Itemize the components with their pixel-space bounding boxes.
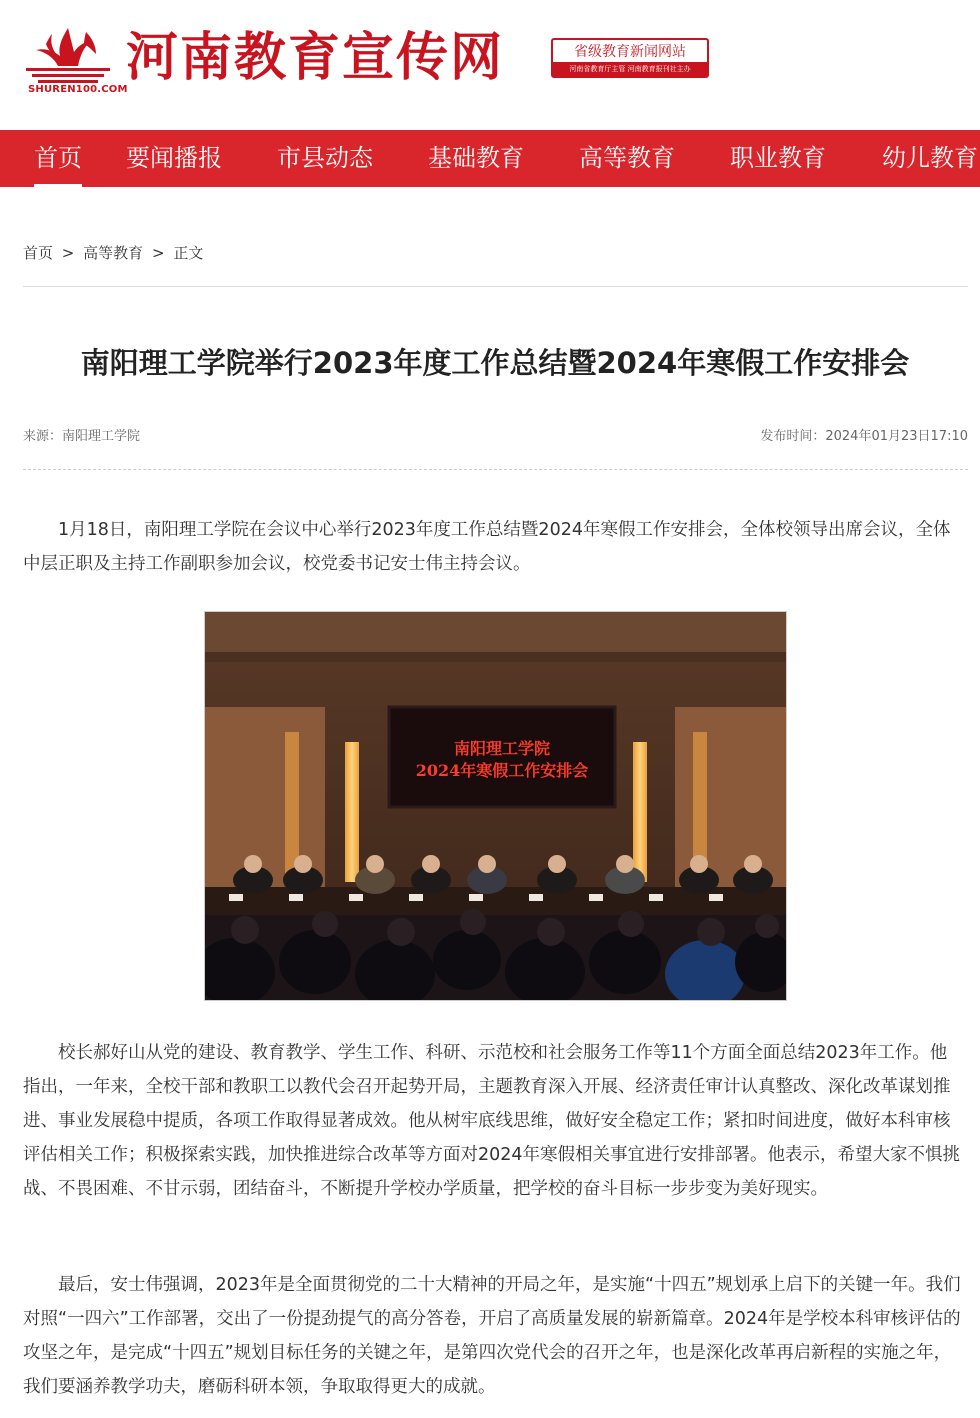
article-photo (204, 611, 787, 1001)
breadcrumb-home[interactable]: 首页 (23, 244, 54, 262)
divider (23, 469, 968, 470)
meeting-photo (205, 612, 786, 1000)
breadcrumb (23, 242, 203, 263)
article-paragraph: 1月18日，南阳理工学院在会议中心举行2023年度工作总结暨2024年寒假工作安排会，全体校领导出席会议，全体中层正职及主持工作副职参加会议，校党委书记安士伟主持会议。 (23, 520, 951, 574)
site-domain: SHUREN100.COM (28, 84, 128, 95)
nav-item-vocational-edu[interactable]: 职业教育 (730, 144, 826, 172)
nav-item-basic-edu[interactable]: 基础教育 (428, 144, 524, 172)
nav-item-city[interactable]: 市县动态 (277, 144, 373, 172)
site-badge (551, 38, 709, 78)
nav-item-news[interactable]: 要闻播报 (126, 144, 222, 172)
nav-item-preschool-edu[interactable]: 幼儿教育 (882, 144, 978, 172)
site-name[interactable]: 河南教育宣传网 (126, 27, 505, 88)
article-source: 来源：南阳理工学院 (23, 429, 141, 444)
divider (23, 286, 968, 287)
breadcrumb-separator: > (151, 244, 165, 262)
breadcrumb-current: 正文 (173, 244, 204, 262)
nav-item-home[interactable]: 首页 (34, 130, 82, 187)
badge-main-text: 省级教育新闻网站 (574, 44, 686, 60)
article-paragraph: 校长郝好山从党的建设、教育教学、学生工作、科研、示范校和社会服务工作等11个方面全面总结2023年工作。他指出，一年来，全校干部和教职工以教代会召开起势开局，主题教育深入开展、经济责任审计认真整改、深化改革谋划推进、事业发展稳中提质，各项工作取得显著成效。他从树牢底线思维，做好安全稳定工作；紧扣时间进度，做好本科审核评估相关工作；积极探索实践，加快推进综合改革等方面对2024年寒假相关事宜进行安排部署。他表示，希望大家不惧挑战、不畏困难、不甘示弱，团结奋斗，不断提升学校办学质量，把学校的奋斗目标一步步变为美好现实。 (23, 1043, 961, 1199)
badge-sub-text: 河南省教育厅主管 河南教育报刊社主办 (553, 62, 707, 76)
photo-screen-line2: 2024年寒假工作安排会 (415, 761, 589, 780)
article-publish-time: 发布时间：2024年01月23日17:10 (760, 429, 968, 444)
photo-screen-line1: 南阳理工学院 (453, 739, 551, 758)
breadcrumb-section[interactable]: 高等教育 (83, 244, 144, 262)
breadcrumb-separator: > (61, 244, 75, 262)
site-header (0, 0, 980, 130)
article-title: 南阳理工学院举行2023年度工作总结暨2024年寒假工作安排会 (80, 346, 910, 380)
nav-item-higher-edu[interactable]: 高等教育 (579, 144, 675, 172)
article-paragraph: 最后，安士伟强调，2023年是全面贯彻党的二十大精神的开局之年，是实施“十四五”规划承上启下的关键一年。我们对照“一四六”工作部署，交出了一份提劲提气的高分答卷，开启了高质量发展的崭新篇章。2024年是学校本科审核评估的攻坚之年，是完成“十四五”规划目标任务的关键之年，是第四次党代会的召开之年，也是深化改革再启新程的实施之年，我们要涵养教学功夫，磨砺科研本领，争取取得更大的成就。 (23, 1275, 961, 1397)
main-nav (0, 130, 980, 187)
